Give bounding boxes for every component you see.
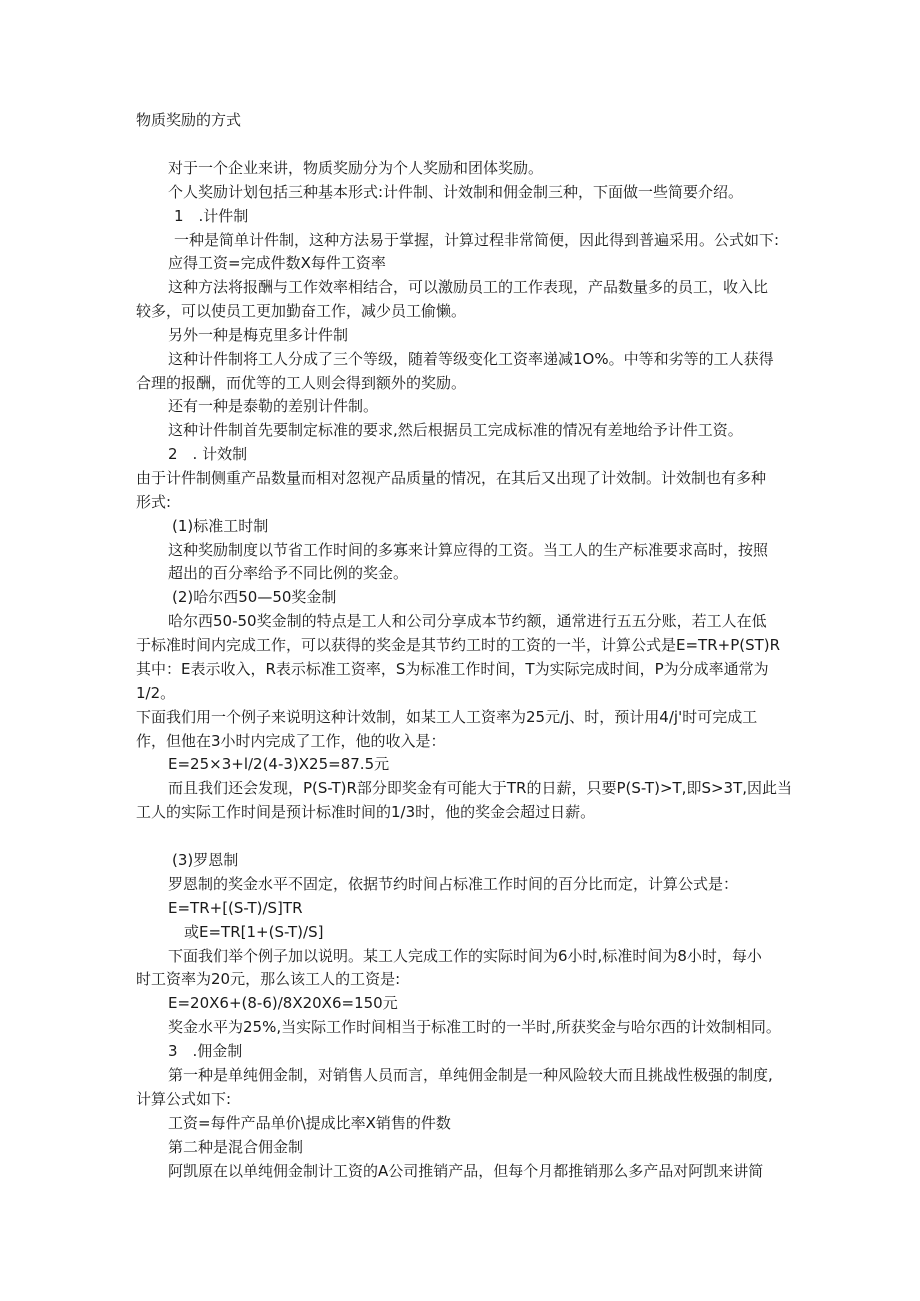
paragraph-line: 阿凯原在以单纯佣金制计工资的A公司推销产品，但每个月都推销那么多产品对阿凯来讲简 [168,1162,764,1180]
paragraph-line: 由于计件制侧重产品数量而相对忽视产品质量的情况，在其后又出现了计效制。计效制也有多种 [136,469,767,487]
subsection-heading: (3)罗恩制 [172,851,239,869]
paragraph-line: 1/2。 [136,684,176,702]
paragraph-line: 第二种是混合佣金制 [168,1138,304,1156]
section-heading: 2 . 计效制 [168,445,248,463]
paragraph-line: 哈尔西50-50奖金制的特点是工人和公司分享成本节约额，通常进行五五分账，若工人在低 [168,612,767,630]
paragraph-line: 下面我们用一个例子来说明这种计效制，如某工人工资率为25元/j、时，预计用4/j'时可完成工 [136,708,758,726]
subsection-heading: (2)哈尔西50—50奖金制 [172,588,337,606]
paragraph-line: 这种奖励制度以节省工作时间的多寡来计算应得的工资。当工人的生产标准要求高时，按照 [168,541,769,559]
formula-line: 工资=每件产品单价\提成比率X销售的件数 [168,1114,451,1132]
formula-line: E=25×3+l∕2(4-3)X25=87.5元 [168,755,390,773]
paragraph-line: 计算公式如下: [136,1090,232,1108]
paragraph-line: 下面我们举个例子加以说明。某工人完成工作的实际时间为6小时,标准时间为8小时，每小 [168,947,762,965]
paragraph-line: 对于一个企业来讲，物质奖励分为个人奖励和团体奖励。 [168,159,544,177]
formula-line: 或E=TR[1+(S-T)/S] [184,923,324,941]
paragraph-line: 罗恩制的奖金水平不固定，依据节约时间占标准工作时间的百分比而定，计算公式是： [168,875,739,893]
paragraph-line: 一种是简单计件制，这种方法易于掌握，计算过程非常简便，因此得到普遍采用。公式如下: [174,231,780,249]
paragraph-line: 较多，可以使员工更加勤奋工作，减少员工偷懒。 [136,302,467,320]
paragraph-line: 这种计件制首先要制定标准的要求,然后根据员工完成标准的情况有差地给予计件工资。 [168,421,743,439]
subsection-heading: (1)标准工时制 [172,517,269,535]
paragraph-line: 于标准时间内完成工作，可以获得的奖金是其节约工时的工资的一半，计算公式是E=TR+P(ST)R [136,636,781,654]
document-title: 物质奖励的方式 [136,111,242,129]
paragraph-line: 超出的百分率给予不同比例的奖金。 [168,564,409,582]
paragraph-line: 另外一种是梅克里多计件制 [168,326,349,344]
paragraph-line: 第一种是单纯佣金制，对销售人员而言，单纯佣金制是一种风险较大而且挑战性极强的制度, [168,1066,773,1084]
section-heading: 3 .佣金制 [168,1042,243,1060]
paragraph-line: 形式: [136,493,172,511]
formula-line: E=20X6+(8-6)/8X20X6=150元 [168,994,398,1012]
section-heading: 1 .计件制 [174,207,249,225]
paragraph-line: 作，但他在3小时内完成了工作，他的收入是： [136,732,446,750]
paragraph-line: 这种计件制将工人分成了三个等级，随着等级变化工资率递减1O%。中等和劣等的工人获得 [168,350,774,368]
paragraph-line: 其中：E表示收入，R表示标准工资率，S为标准工作时间，T为实际完成时间，P为分成率通常为 [136,660,769,678]
paragraph-line: 奖金水平为25%,当实际工作时间相当于标准工时的一半时,所获奖金与哈尔西的计效制相同。 [168,1018,781,1036]
paragraph-line: 工人的实际工作时间是预计标准时间的1/3时，他的奖金会超过日薪。 [136,803,596,821]
paragraph-line: 这种方法将报酬与工作效率相结合，可以激励员工的工作表现，产品数量多的员工，收入比 [168,278,769,296]
formula-line: E=TR+[(S-T)/S]TR [168,899,303,917]
paragraph-line: 个人奖励计划包括三种基本形式:计件制、计效制和佣金制三种，下面做一些简要介绍。 [168,183,744,201]
paragraph-line: 合理的报酬，而优等的工人则会得到额外的奖励。 [136,374,467,392]
paragraph-line: 还有一种是泰勒的差别计件制。 [168,397,379,415]
paragraph-line: 时工资率为20元，那么该工人的工资是: [136,970,401,988]
formula-line: 应得工资=完成件数X每件工资率 [168,254,386,272]
paragraph-line: 而且我们还会发现，P(S-T)R部分即奖金有可能大于TR的日薪，只要P(S-T)>T,即S>3T,因此当 [168,779,793,797]
